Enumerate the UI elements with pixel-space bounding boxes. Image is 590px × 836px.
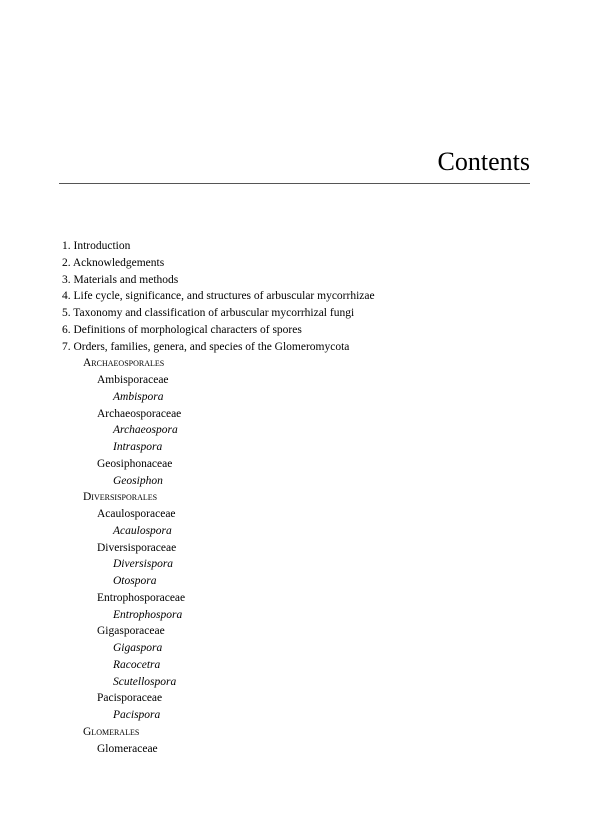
- toc-genus: Gigaspora: [113, 642, 163, 654]
- toc-family: Geosiphonaceae: [97, 457, 173, 470]
- toc-section: 5. Taxonomy and classification of arbuscular mycorrhizal fungi: [62, 307, 355, 319]
- toc-genus: Intraspora: [113, 441, 163, 453]
- toc-genus: Archaeospora: [113, 424, 178, 437]
- toc-genus: Diversispora: [113, 558, 174, 571]
- toc-order: Diversisporales: [83, 491, 158, 504]
- title-rule: [59, 183, 530, 184]
- toc-section: 2. Acknowledgements: [62, 256, 165, 269]
- toc-family: Diversisporaceae: [97, 541, 177, 554]
- toc-family: Acaulosporaceae: [97, 508, 176, 520]
- toc-family: Glomeraceae: [97, 742, 158, 755]
- toc-genus: Racocetra: [113, 658, 161, 671]
- toc-genus: Pacispora: [113, 709, 161, 721]
- toc-family: Pacisporaceae: [97, 692, 163, 705]
- toc-family: Ambisporaceae: [97, 374, 169, 386]
- toc-genus: Entrophospora: [113, 608, 183, 621]
- toc-section: 4. Life cycle, significance, and structures of arbuscular mycorrhizae: [62, 290, 375, 303]
- toc-genus: Scutellospora: [113, 675, 177, 688]
- toc-order: Glomerales: [83, 725, 140, 738]
- toc-family: Gigasporaceae: [97, 625, 165, 638]
- toc-family: Archaeosporaceae: [97, 407, 182, 420]
- page-title: Contents: [437, 147, 530, 176]
- toc-genus: Ambispora: [113, 390, 164, 403]
- toc-order: Archaeosporales: [83, 357, 165, 370]
- toc-section: 7. Orders, families, genera, and species of the Glomeromycota: [62, 340, 350, 353]
- toc-section: 3. Materials and methods: [62, 273, 179, 286]
- toc-section: 6. Definitions of morphological characters of spores: [62, 323, 302, 336]
- toc-section: 1. Introduction: [62, 240, 131, 252]
- toc-family: Entrophosporaceae: [97, 591, 186, 604]
- toc-genus: Otospora: [113, 575, 157, 587]
- toc-genus: Geosiphon: [113, 474, 163, 487]
- toc-genus: Acaulospora: [113, 524, 172, 537]
